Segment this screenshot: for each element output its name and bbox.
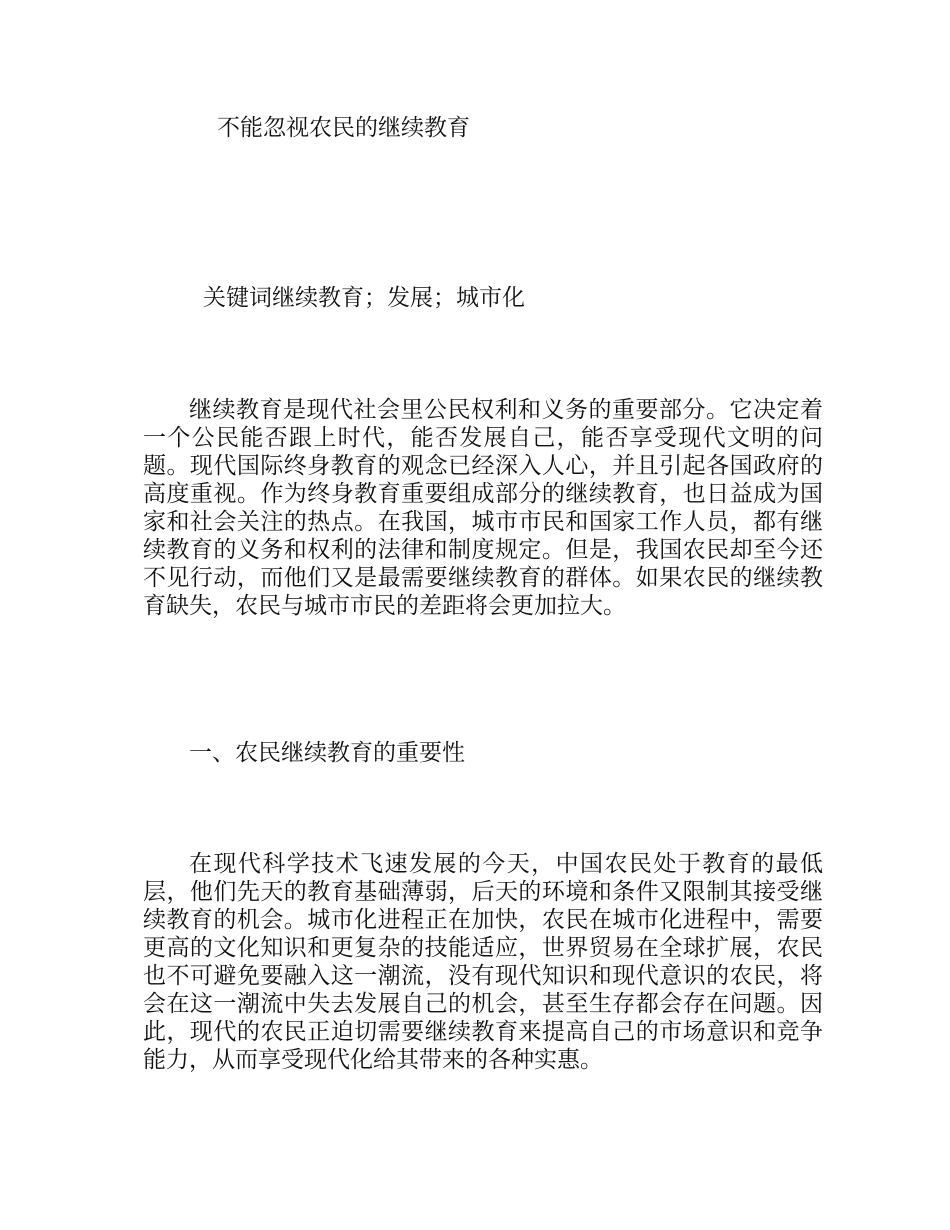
intro-paragraph: 继续教育是现代社会里公民权利和义务的重要部分。它决定着一个公民能否跟上时代，能否发展自己，能否享受现代文明的问题。现代国际终身教育的观念已经深入人心，并且引起各国政府的高度重视。作为终身教育重要组成部分的继续教育，也日益成为国家和社会关注的热点。在我国，城市市民和国家工作人员，都有继续教育的义务和权利的法律和制度规定。但是，我国农民却至今还不见行动，而他们又是最需要继续教育的群体。如果农民的继续教育缺失，农民与城市市民的差距将会更加拉大。 (143, 397, 823, 619)
document-title: 不能忽视农民的继续教育 (217, 115, 470, 141)
section-paragraph: 在现代科学技术飞速发展的今天，中国农民处于教育的最低层，他们先天的教育基础薄弱，后天的环境和条件又限制其接受继续教育的机会。城市化进程正在加快，农民在城市化进程中，需要更高的文化知识和更复杂的技能适应，世界贸易在全球扩展，农民也不可避免要融入这一潮流，没有现代知识和现代意识的农民，将会在这一潮流中失去发展自己的机会，甚至生存都会存在问题。因此，现代的农民正迫切需要继续教育来提高自己的市场意识和竞争能力，从而享受现代化给其带来的各种实惠。 (143, 851, 823, 1073)
keywords-line: 关键词继续教育；发展；城市化 (203, 285, 525, 311)
section-heading: 一、农民继续教育的重要性 (189, 740, 465, 766)
